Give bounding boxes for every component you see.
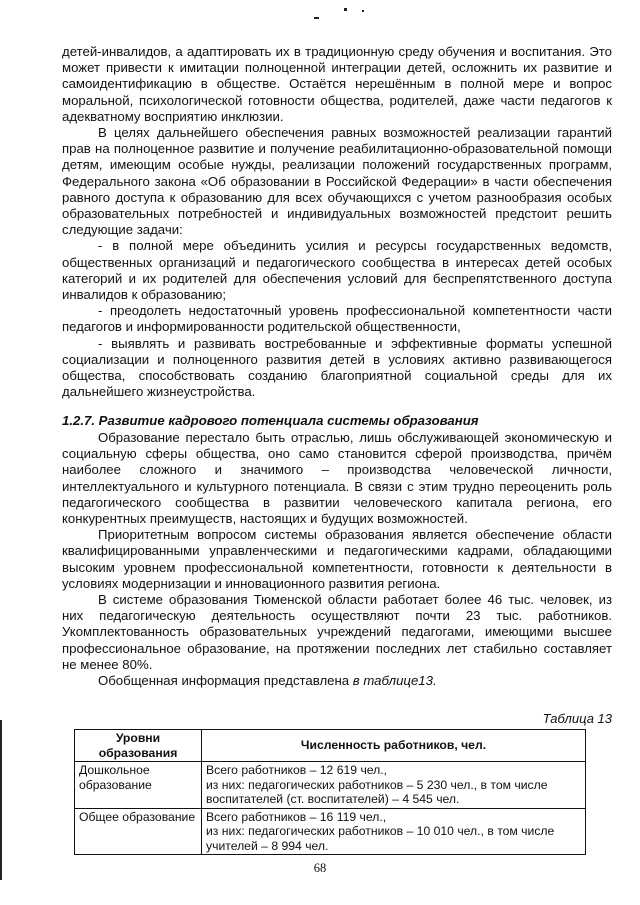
- table-row: [75, 762, 586, 809]
- paragraph: Образование перестало быть отраслью, лишь обслуживающей экономическую и социальную сферы общества, оно само становится сферой производства, причём наиболее сложного и значимого – производства человеческой личности, интеллектуального и культурного потенциала. В связи с этим трудно переоценить роль педагогического сообщества в развитии человеческого капитала региона, его конкурентных преимуществ, настоящих и будущих возможностей.: [62, 430, 612, 527]
- table-cell-count: [202, 808, 586, 855]
- cell-line: из них: педагогических работников – 5 230 чел., в том числе воспитателей (ст. воспитателей) – 4 545 чел.: [206, 777, 548, 806]
- text-block-inclusion: [62, 44, 612, 400]
- table-cell-level: Общее образование: [75, 808, 202, 855]
- task-item: - выявлять и развивать востребованные и эффективные форматы успешной социализации и полноценного развития детей в условиях активно развивающегося общества, способствовать созданию благоприятной социальной среды для их дальнейшего жизнеустройства.: [62, 335, 612, 400]
- page-number: 68: [313, 861, 327, 875]
- paragraph: В целях дальнейшего обеспечения равных возможностей реализации гарантий прав на полноценное развитие и получение реабилитационно-образовательной помощи детям, имеющим особые нужды, реализации положений государственных программ, Федерального закона «Об образовании в Российской Федерации» в части обеспечения равного доступа к образованию для всех обучающихся с учетом разнообразия особых образовательных потребностей и индивидуальных возможностей предстоит решить следующие задачи:: [62, 125, 612, 238]
- cell-line: из них: педагогических работников – 10 010 чел., в том числе учителей – 8 994 чел.: [206, 824, 555, 853]
- table-reference: в таблице13.: [352, 673, 437, 689]
- scan-artifact-mark: [314, 17, 319, 19]
- scan-artifact-mark: [344, 8, 347, 11]
- paragraph: [62, 673, 612, 689]
- paragraph: Приоритетным вопросом системы образования является обеспечение области квалифицированными управленческими и педагогическими кадрами, обладающими высоким уровнем профессиональной компетентности, готовности к деятельности в условиях модернизации и инновационного развития региона.: [62, 527, 612, 591]
- text-block-staff: [62, 430, 612, 689]
- section-heading: 1.2.7. Развитие кадрового потенциала системы образования: [62, 413, 479, 428]
- table-cell-count: [202, 762, 586, 809]
- staff-table: [74, 729, 586, 855]
- cell-line: Всего работников – 16 119 чел.,: [206, 809, 387, 824]
- paragraph: детей-инвалидов, а адаптировать их в традиционную среду обучения и воспитания. Это может привести к имитации полноценной интеграции детей, осложнить их развитие и самоидентификацию в обществе. Остаётся нерешённым в полной мере и вопрос моральной, психологической готовности общества, родителей, даже части педагогов к адекватному восприятию инклюзии.: [62, 44, 612, 124]
- task-item: - преодолеть недостаточный уровень профессиональной компетентности части педагогов и информированности родительской общественности,: [62, 303, 612, 335]
- table-header-cell: Численность работников, чел.: [202, 730, 586, 762]
- scan-artifact-mark: [0, 720, 2, 880]
- table-header-cell: Уровни образования: [75, 730, 202, 762]
- cell-line: Всего работников – 12 619 чел.,: [206, 763, 388, 777]
- table-header-row: [75, 730, 586, 762]
- task-item: - в полной мере объединить усилия и ресурсы государственных ведомств, общественных организаций и педагогического сообщества в интересах детей особых категорий и их родителей для обеспечения условий для беспрепятственного доступа инвалидов к образованию;: [62, 238, 612, 303]
- paragraph-text: Обобщенная информация представлена: [98, 673, 353, 689]
- table-row: [75, 808, 586, 855]
- table-caption: Таблица 13: [542, 711, 612, 726]
- table-cell-level: Дошкольное образование: [75, 762, 202, 809]
- paragraph: В системе образования Тюменской области работает более 46 тыс. человек, из них педагогическую деятельность осуществляют почти 23 тыс. работников. Укомплектованность образовательных учреждений педагогами, имеющими высшее профессиональное образование, на протяжении последних лет стабильно составляет не менее 80%.: [62, 592, 612, 672]
- scan-artifact-mark: [362, 10, 364, 12]
